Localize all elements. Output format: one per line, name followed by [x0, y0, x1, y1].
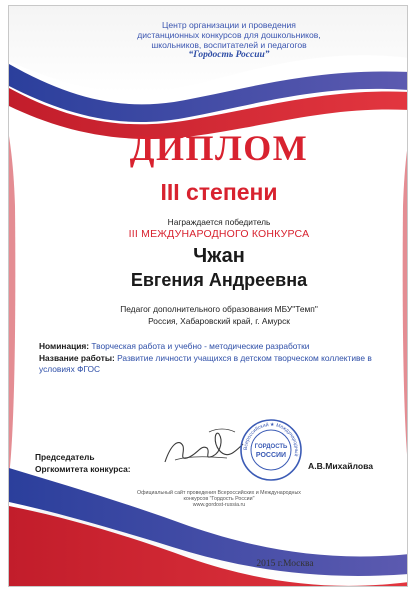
- awarded-text: Награждается победитель: [167, 217, 271, 227]
- contest-name: III МЕЖДУНАРОДНОГО КОНКУРСА: [128, 228, 310, 240]
- signer-name: А.В.Михайлова: [308, 461, 374, 471]
- winner-given-names: Евгения Андреевна: [130, 270, 308, 290]
- work-title-value: Развитие личности учащихся в детском творческом коллективе в условиях ФГОС: [39, 353, 372, 374]
- handwritten-signature: [157, 422, 247, 472]
- nomination-line: [39, 341, 399, 351]
- seal-ring-text: Всероссийский ★ Международный: [242, 421, 300, 457]
- organizer-text: [129, 20, 329, 51]
- official-seal: [239, 418, 303, 482]
- organizer-name: “Гордость России”: [188, 50, 270, 60]
- city-year: 2015 г.Москва: [256, 559, 314, 569]
- committee-label: Оргкомитета конкурса:: [35, 464, 131, 474]
- nomination-label: Номинация:: [39, 341, 90, 351]
- winner-position: Педагог дополнительного образования МБУ"Темп": [120, 304, 318, 314]
- diploma-degree: III степени: [160, 179, 278, 205]
- diploma-frame: [8, 5, 408, 587]
- seal-center-top: ГОРДОСТЬ: [254, 444, 288, 450]
- nomination-value: Творческая работа и учебно - методические разработки: [91, 341, 310, 351]
- work-title-label: Название работы:: [39, 353, 115, 363]
- chairman-label: Председатель: [35, 452, 95, 462]
- organizer-line: Центр организации и проведения: [162, 20, 296, 30]
- organizer-line: школьников, воспитателей и педагогов: [151, 40, 307, 51]
- website-url: www.gordost-russia.ru: [192, 502, 246, 508]
- work-title-line: [39, 353, 379, 375]
- winner-location: Россия, Хабаровский край, г. Амурск: [148, 316, 290, 326]
- organizer-line: дистанционных конкурсов для дошкольников,: [137, 30, 321, 41]
- website-note: конкурсов "Гордость России": [183, 496, 255, 502]
- website-note: Официальный сайт проведения Всероссийских и Международных: [137, 490, 301, 496]
- seal-center-bottom: РОССИИ: [255, 452, 287, 459]
- diploma-title: ДИПЛОМ: [129, 128, 309, 168]
- winner-surname: Чжан: [193, 245, 245, 267]
